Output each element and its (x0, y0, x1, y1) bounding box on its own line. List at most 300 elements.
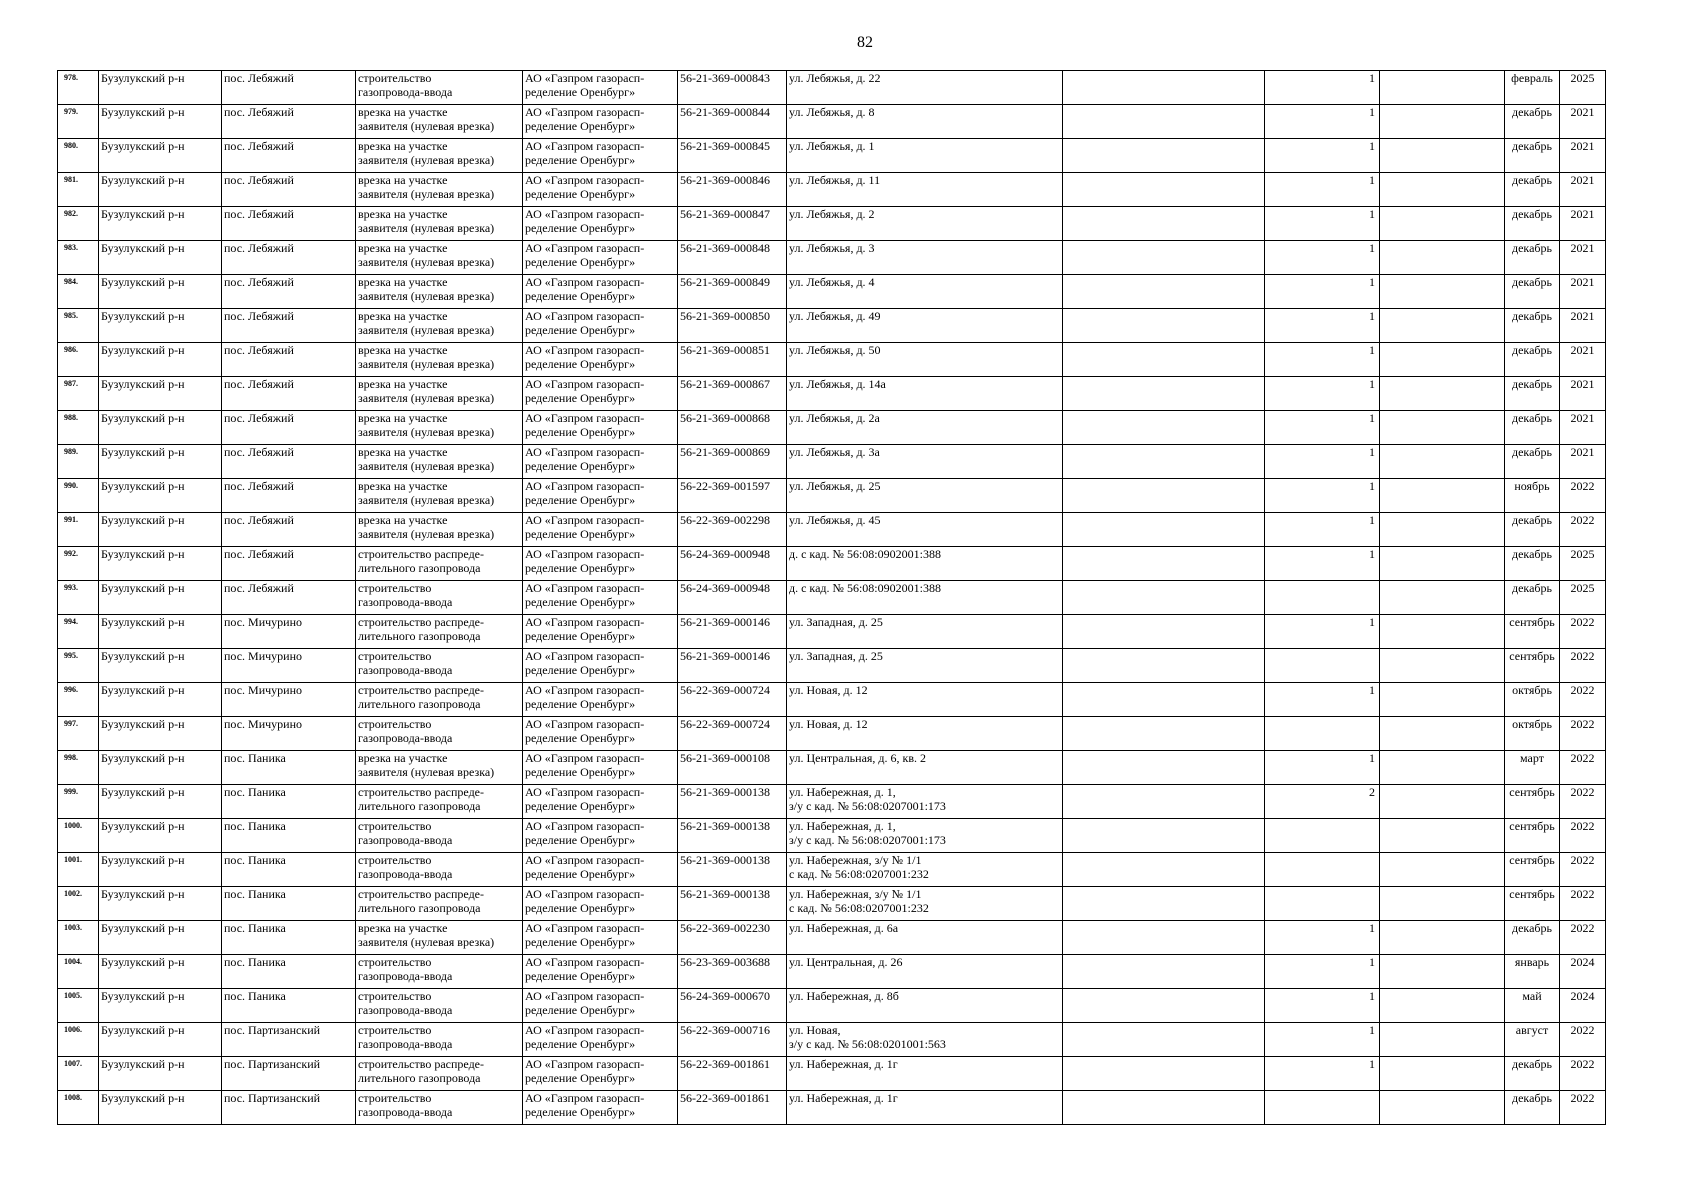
year-cell: 2022 (1560, 649, 1606, 683)
row-number: 979. (58, 105, 99, 139)
application-code-cell: 56-22-369-001861 (678, 1057, 787, 1091)
month-cell: сентябрь (1505, 785, 1560, 819)
organization-cell (523, 1057, 678, 1091)
year-cell: 2021 (1560, 309, 1606, 343)
quantity-cell: 2 (1265, 785, 1380, 819)
empty-cell (1380, 819, 1505, 853)
year-cell: 2021 (1560, 241, 1606, 275)
work-type-cell (356, 921, 523, 955)
settlement-cell: пос. Паника (222, 785, 356, 819)
organization-cell-line: ределение Оренбург» (525, 357, 636, 371)
row-number: 978. (58, 71, 99, 105)
month-cell: август (1505, 1023, 1560, 1057)
organization-cell (523, 445, 678, 479)
settlement-cell: пос. Партизанский (222, 1091, 356, 1125)
application-code-cell: 56-21-369-000868 (678, 411, 787, 445)
work-type-cell-line: заявителя (нулевая врезка) (358, 187, 495, 201)
address-cell-line: ул. Новая, д. 12 (789, 683, 868, 697)
empty-cell (1380, 241, 1505, 275)
table-row (58, 275, 1606, 309)
organization-cell-line: ределение Оренбург» (525, 527, 636, 541)
work-type-cell (356, 649, 523, 683)
application-code-cell: 56-21-369-000146 (678, 615, 787, 649)
month-cell: декабрь (1505, 309, 1560, 343)
work-type-cell-line: заявителя (нулевая врезка) (358, 765, 495, 779)
district-cell: Бузулукский р-н (99, 411, 222, 445)
settlement-cell: пос. Лебяжий (222, 309, 356, 343)
address-cell (787, 513, 1063, 547)
address-cell (787, 547, 1063, 581)
work-type-cell-line: лительного газопровода (358, 799, 481, 813)
address-cell-line: д. с кад. № 56:08:0902001:388 (789, 581, 941, 595)
month-cell: декабрь (1505, 445, 1560, 479)
work-type-cell (356, 1091, 523, 1125)
work-type-cell-line: заявителя (нулевая врезка) (358, 425, 495, 439)
work-type-cell-line: строительство (358, 989, 432, 1003)
organization-cell-line: АО «Газпром газорасп- (525, 71, 645, 85)
month-cell: декабрь (1505, 139, 1560, 173)
year-cell: 2021 (1560, 411, 1606, 445)
settlement-cell: пос. Паника (222, 955, 356, 989)
district-cell: Бузулукский р-н (99, 785, 222, 819)
work-type-cell (356, 479, 523, 513)
district-cell: Бузулукский р-н (99, 955, 222, 989)
year-cell: 2022 (1560, 1091, 1606, 1125)
address-cell-line: ул. Новая, (789, 1023, 841, 1037)
work-type-cell-line: лительного газопровода (358, 1071, 481, 1085)
work-type-cell-line: строительство (358, 955, 432, 969)
row-number: 1007. (58, 1057, 99, 1091)
quantity-cell: 1 (1265, 547, 1380, 581)
district-cell: Бузулукский р-н (99, 309, 222, 343)
table-row (58, 547, 1606, 581)
address-cell (787, 445, 1063, 479)
month-cell: декабрь (1505, 581, 1560, 615)
district-cell: Бузулукский р-н (99, 275, 222, 309)
settlement-cell: пос. Лебяжий (222, 343, 356, 377)
district-cell: Бузулукский р-н (99, 581, 222, 615)
address-cell (787, 241, 1063, 275)
application-code-cell: 56-21-369-000138 (678, 785, 787, 819)
application-code-cell: 56-21-369-000844 (678, 105, 787, 139)
address-cell (787, 615, 1063, 649)
year-cell: 2022 (1560, 1023, 1606, 1057)
organization-cell (523, 139, 678, 173)
empty-cell (1380, 71, 1505, 105)
empty-cell (1063, 1057, 1265, 1091)
table-row (58, 309, 1606, 343)
work-type-cell (356, 411, 523, 445)
settlement-cell: пос. Паника (222, 819, 356, 853)
address-cell (787, 1091, 1063, 1125)
organization-cell (523, 785, 678, 819)
work-type-cell-line: газопровода-ввода (358, 867, 453, 881)
organization-cell (523, 955, 678, 989)
organization-cell-line: ределение Оренбург» (525, 799, 636, 813)
address-cell (787, 751, 1063, 785)
table-row (58, 105, 1606, 139)
empty-cell (1063, 853, 1265, 887)
application-code-cell: 56-23-369-003688 (678, 955, 787, 989)
empty-cell (1063, 649, 1265, 683)
empty-cell (1063, 751, 1265, 785)
district-cell: Бузулукский р-н (99, 1091, 222, 1125)
month-cell: декабрь (1505, 411, 1560, 445)
table-row (58, 343, 1606, 377)
address-cell (787, 921, 1063, 955)
month-cell: декабрь (1505, 207, 1560, 241)
work-type-cell-line: врезка на участке (358, 411, 448, 425)
empty-cell (1380, 173, 1505, 207)
organization-cell (523, 853, 678, 887)
table-row (58, 207, 1606, 241)
year-cell: 2022 (1560, 683, 1606, 717)
organization-cell (523, 343, 678, 377)
empty-cell (1380, 649, 1505, 683)
work-type-cell (356, 887, 523, 921)
organization-cell-line: ределение Оренбург» (525, 459, 636, 473)
table-row (58, 649, 1606, 683)
application-code-cell: 56-21-369-000869 (678, 445, 787, 479)
empty-cell (1063, 275, 1265, 309)
work-type-cell-line: газопровода-ввода (358, 731, 453, 745)
organization-cell (523, 173, 678, 207)
work-type-cell-line: врезка на участке (358, 309, 448, 323)
row-number: 988. (58, 411, 99, 445)
application-code-cell: 56-21-369-000843 (678, 71, 787, 105)
work-type-cell-line: строительство распреде- (358, 1057, 484, 1071)
quantity-cell: 1 (1265, 71, 1380, 105)
address-cell-line: ул. Лебяжья, д. 14а (789, 377, 886, 391)
application-code-cell: 56-21-369-000146 (678, 649, 787, 683)
organization-cell-line: ределение Оренбург» (525, 1037, 636, 1051)
empty-cell (1380, 615, 1505, 649)
address-cell (787, 853, 1063, 887)
year-cell: 2021 (1560, 173, 1606, 207)
organization-cell-line: ределение Оренбург» (525, 323, 636, 337)
empty-cell (1063, 989, 1265, 1023)
month-cell: декабрь (1505, 275, 1560, 309)
settlement-cell: пос. Паника (222, 887, 356, 921)
work-type-cell-line: заявителя (нулевая врезка) (358, 323, 495, 337)
empty-cell (1380, 547, 1505, 581)
table-row (58, 173, 1606, 207)
district-cell: Бузулукский р-н (99, 445, 222, 479)
work-type-cell-line: газопровода-ввода (358, 969, 453, 983)
table-row (58, 683, 1606, 717)
row-number: 989. (58, 445, 99, 479)
work-type-cell-line: газопровода-ввода (358, 833, 453, 847)
work-type-cell-line: газопровода-ввода (358, 85, 453, 99)
row-number: 984. (58, 275, 99, 309)
empty-cell (1063, 1091, 1265, 1125)
organization-cell-line: АО «Газпром газорасп- (525, 105, 645, 119)
month-cell: декабрь (1505, 547, 1560, 581)
organization-cell (523, 547, 678, 581)
work-type-cell (356, 615, 523, 649)
table-row (58, 1023, 1606, 1057)
work-type-cell (356, 547, 523, 581)
organization-cell (523, 309, 678, 343)
work-type-cell-line: лительного газопровода (358, 697, 481, 711)
row-number: 1005. (58, 989, 99, 1023)
organization-cell (523, 683, 678, 717)
work-type-cell-line: заявителя (нулевая врезка) (358, 357, 495, 371)
quantity-cell: 1 (1265, 411, 1380, 445)
district-cell: Бузулукский р-н (99, 717, 222, 751)
month-cell: декабрь (1505, 377, 1560, 411)
empty-cell (1380, 411, 1505, 445)
empty-cell (1380, 479, 1505, 513)
year-cell: 2022 (1560, 785, 1606, 819)
settlement-cell: пос. Лебяжий (222, 445, 356, 479)
month-cell: сентябрь (1505, 649, 1560, 683)
year-cell: 2022 (1560, 615, 1606, 649)
work-type-cell-line: врезка на участке (358, 377, 448, 391)
work-type-cell-line: заявителя (нулевая врезка) (358, 119, 495, 133)
empty-cell (1380, 139, 1505, 173)
settlement-cell: пос. Лебяжий (222, 105, 356, 139)
application-code-cell: 56-22-369-002298 (678, 513, 787, 547)
address-cell (787, 479, 1063, 513)
table-row (58, 479, 1606, 513)
row-number: 983. (58, 241, 99, 275)
work-type-cell-line: газопровода-ввода (358, 1003, 453, 1017)
empty-cell (1380, 105, 1505, 139)
organization-cell-line: АО «Газпром газорасп- (525, 343, 645, 357)
organization-cell (523, 1023, 678, 1057)
quantity-cell: 1 (1265, 615, 1380, 649)
address-cell-line: ул. Западная, д. 25 (789, 649, 883, 663)
district-cell: Бузулукский р-н (99, 1057, 222, 1091)
empty-cell (1063, 71, 1265, 105)
month-cell: декабрь (1505, 105, 1560, 139)
organization-cell (523, 241, 678, 275)
year-cell: 2022 (1560, 853, 1606, 887)
settlement-cell: пос. Паника (222, 751, 356, 785)
work-type-cell (356, 1057, 523, 1091)
organization-cell-line: ределение Оренбург» (525, 391, 636, 405)
address-cell-line: ул. Набережная, д. 8б (789, 989, 899, 1003)
address-cell-line: ул. Центральная, д. 26 (789, 955, 903, 969)
year-cell: 2021 (1560, 377, 1606, 411)
empty-cell (1063, 717, 1265, 751)
work-type-cell-line: врезка на участке (358, 105, 448, 119)
work-type-cell (356, 173, 523, 207)
address-cell (787, 785, 1063, 819)
work-type-cell (356, 513, 523, 547)
address-cell (787, 581, 1063, 615)
year-cell: 2022 (1560, 921, 1606, 955)
work-type-cell (356, 343, 523, 377)
district-cell: Бузулукский р-н (99, 139, 222, 173)
work-type-cell-line: газопровода-ввода (358, 663, 453, 677)
row-number: 996. (58, 683, 99, 717)
month-cell: декабрь (1505, 1057, 1560, 1091)
address-cell-line: ул. Набережная, з/у № 1/1 (789, 887, 922, 901)
address-cell-line: ул. Набережная, д. 1г (789, 1057, 898, 1071)
address-cell-line: ул. Лебяжья, д. 11 (789, 173, 881, 187)
organization-cell (523, 819, 678, 853)
table-row (58, 241, 1606, 275)
month-cell: сентябрь (1505, 615, 1560, 649)
table-row (58, 989, 1606, 1023)
quantity-cell: 1 (1265, 955, 1380, 989)
address-cell (787, 887, 1063, 921)
work-type-cell (356, 377, 523, 411)
address-cell (787, 377, 1063, 411)
organization-cell (523, 751, 678, 785)
application-code-cell: 56-21-369-000138 (678, 819, 787, 853)
work-type-cell-line: врезка на участке (358, 921, 448, 935)
empty-cell (1063, 105, 1265, 139)
row-number: 998. (58, 751, 99, 785)
address-cell (787, 717, 1063, 751)
work-type-cell (356, 309, 523, 343)
empty-cell (1063, 819, 1265, 853)
settlement-cell: пос. Лебяжий (222, 139, 356, 173)
settlement-cell: пос. Партизанский (222, 1057, 356, 1091)
organization-cell (523, 513, 678, 547)
work-type-cell (356, 105, 523, 139)
empty-cell (1380, 751, 1505, 785)
organization-cell-line: АО «Газпром газорасп- (525, 887, 645, 901)
register-body (58, 71, 1606, 1125)
row-number: 986. (58, 343, 99, 377)
address-cell (787, 819, 1063, 853)
year-cell: 2022 (1560, 717, 1606, 751)
empty-cell (1380, 275, 1505, 309)
quantity-cell: 1 (1265, 445, 1380, 479)
address-cell (787, 1023, 1063, 1057)
address-cell-line: ул. Новая, д. 12 (789, 717, 868, 731)
quantity-cell: 1 (1265, 275, 1380, 309)
district-cell: Бузулукский р-н (99, 71, 222, 105)
organization-cell-line: АО «Газпром газорасп- (525, 411, 645, 425)
quantity-cell (1265, 819, 1380, 853)
address-cell-line: з/у с кад. № 56:08:0207001:173 (789, 799, 946, 813)
work-type-cell-line: заявителя (нулевая врезка) (358, 153, 495, 167)
work-type-cell-line: строительство (358, 1023, 432, 1037)
row-number: 992. (58, 547, 99, 581)
row-number: 982. (58, 207, 99, 241)
address-cell-line: ул. Набережная, з/у № 1/1 (789, 853, 922, 867)
organization-cell-line: ределение Оренбург» (525, 663, 636, 677)
district-cell: Бузулукский р-н (99, 751, 222, 785)
work-type-cell-line: врезка на участке (358, 275, 448, 289)
quantity-cell: 1 (1265, 751, 1380, 785)
organization-cell-line: АО «Газпром газорасп- (525, 547, 645, 561)
organization-cell-line: ределение Оренбург» (525, 289, 636, 303)
organization-cell-line: АО «Газпром газорасп- (525, 955, 645, 969)
row-number: 985. (58, 309, 99, 343)
work-type-cell-line: врезка на участке (358, 241, 448, 255)
application-code-cell: 56-24-369-000948 (678, 581, 787, 615)
application-code-cell: 56-21-369-000851 (678, 343, 787, 377)
work-type-cell-line: лительного газопровода (358, 561, 481, 575)
organization-cell (523, 275, 678, 309)
work-type-cell-line: врезка на участке (358, 479, 448, 493)
table-row (58, 71, 1606, 105)
organization-cell-line: АО «Газпром газорасп- (525, 139, 645, 153)
quantity-cell: 1 (1265, 989, 1380, 1023)
settlement-cell: пос. Лебяжий (222, 581, 356, 615)
quantity-cell: 1 (1265, 173, 1380, 207)
organization-cell (523, 921, 678, 955)
work-type-cell-line: строительство (358, 853, 432, 867)
quantity-cell (1265, 581, 1380, 615)
quantity-cell (1265, 887, 1380, 921)
quantity-cell: 1 (1265, 921, 1380, 955)
year-cell: 2021 (1560, 275, 1606, 309)
quantity-cell: 1 (1265, 513, 1380, 547)
work-type-cell (356, 71, 523, 105)
work-type-cell (356, 445, 523, 479)
row-number: 981. (58, 173, 99, 207)
organization-cell-line: АО «Газпром газорасп- (525, 819, 645, 833)
address-cell-line: ул. Набережная, д. 1, (789, 785, 896, 799)
settlement-cell: пос. Мичурино (222, 649, 356, 683)
address-cell-line: с кад. № 56:08:0207001:232 (789, 867, 929, 881)
settlement-cell: пос. Лебяжий (222, 547, 356, 581)
work-type-cell (356, 819, 523, 853)
year-cell: 2022 (1560, 479, 1606, 513)
organization-cell (523, 105, 678, 139)
quantity-cell: 1 (1265, 683, 1380, 717)
work-type-cell-line: врезка на участке (358, 173, 448, 187)
work-type-cell-line: строительство распреде- (358, 887, 484, 901)
application-code-cell: 56-21-369-000138 (678, 853, 787, 887)
address-cell-line: ул. Центральная, д. 6, кв. 2 (789, 751, 927, 765)
address-cell-line: ул. Набережная, д. 1г (789, 1091, 898, 1105)
work-type-cell-line: врезка на участке (358, 445, 448, 459)
work-type-cell (356, 717, 523, 751)
organization-cell-line: АО «Газпром газорасп- (525, 717, 645, 731)
row-number: 1002. (58, 887, 99, 921)
work-type-cell-line: заявителя (нулевая врезка) (358, 527, 495, 541)
organization-cell-line: ределение Оренбург» (525, 697, 636, 711)
work-type-cell (356, 955, 523, 989)
address-cell (787, 989, 1063, 1023)
year-cell: 2025 (1560, 547, 1606, 581)
organization-cell-line: ределение Оренбург» (525, 969, 636, 983)
year-cell: 2022 (1560, 513, 1606, 547)
work-type-cell-line: врезка на участке (358, 343, 448, 357)
table-row (58, 411, 1606, 445)
address-cell (787, 683, 1063, 717)
row-number: 997. (58, 717, 99, 751)
month-cell: сентябрь (1505, 887, 1560, 921)
work-type-cell (356, 751, 523, 785)
district-cell: Бузулукский р-н (99, 343, 222, 377)
work-type-cell-line: заявителя (нулевая врезка) (358, 289, 495, 303)
quantity-cell: 1 (1265, 1023, 1380, 1057)
empty-cell (1063, 445, 1265, 479)
month-cell: декабрь (1505, 173, 1560, 207)
table-row (58, 377, 1606, 411)
empty-cell (1380, 887, 1505, 921)
year-cell: 2021 (1560, 139, 1606, 173)
row-number: 990. (58, 479, 99, 513)
district-cell: Бузулукский р-н (99, 1023, 222, 1057)
organization-cell-line: ределение Оренбург» (525, 629, 636, 643)
district-cell: Бузулукский р-н (99, 989, 222, 1023)
organization-cell (523, 479, 678, 513)
organization-cell-line: ределение Оренбург» (525, 493, 636, 507)
work-type-cell (356, 853, 523, 887)
address-cell (787, 139, 1063, 173)
work-type-cell-line: строительство (358, 581, 432, 595)
